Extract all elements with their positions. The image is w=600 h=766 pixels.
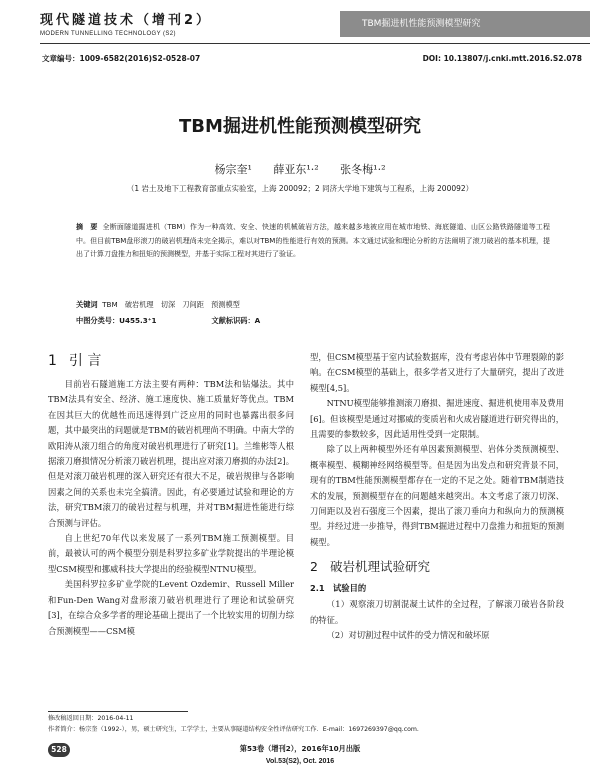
paper-title: TBM掘进机性能预测模型研究	[179, 116, 421, 137]
section-title: 破岩机理试验研究	[329, 559, 430, 575]
footnote-author-bio: 作者简介：杨宗奎（1992-），男，硕士研究生，工学学士，主要从事隧道结构安全性评估研究工作．E-mail：1697269397@qq.com.	[48, 726, 419, 733]
section-number: 2	[310, 559, 318, 575]
article-number: 文章编号：1009-6582(2016)S2-0528-07	[42, 54, 201, 63]
issue-info: 第53卷（增刊2），2016年10月出版	[239, 744, 361, 753]
section-heading-1	[48, 350, 294, 372]
author-list: 杨宗奎¹ 薛亚东¹·² 张冬梅¹·²	[214, 163, 386, 176]
clc-number: 中图分类号：U455.3⁺1	[76, 316, 157, 325]
keywords-label: 关键词	[76, 300, 98, 309]
keywords-text: TBM 破岩机理 切深 刀间距 预测模型	[102, 300, 240, 309]
journal-title: 现代隧道技术（增刊2）	[40, 13, 213, 28]
paragraph: 除了以上两种模型外还有单因素预测模型、岩体分类预测模型、概率模型、模糊神经网络模型等。但是因为出发点和研究背景不同，现有的TBM性能预测模型都存在一定的不足之处。随着TBM制造技术的发展，预测模型存在的问题越来越突出。本文考虑了滚刀切深、刀间距以及岩石强度三个因素，提出了滚刀垂向力和纵向力的预测模型。并经过进一步推导，得到TBM掘进过程中刀盘推力和扭矩的预测模型。	[310, 444, 564, 547]
section-heading-2	[310, 557, 564, 577]
journal-subtitle: MODERN TUNNELLING TECHNOLOGY (S2)	[40, 31, 176, 37]
running-title: TBM掘进机性能预测模型研究	[340, 11, 590, 37]
paragraph: （1）观察滚刀切割混凝土试件的全过程，了解滚刀破岩各阶段的特征。	[310, 599, 564, 625]
abstract-label: 摘 要	[76, 223, 98, 231]
footnote-rule	[48, 711, 188, 712]
affiliations: （1 岩土及地下工程教育部重点实验室，上海 200092；2 同济大学地下建筑与工程系，上海 200092）	[126, 184, 474, 193]
paragraph: 目前岩石隧道施工方法主要有两种：TBM法和钻爆法。其中TBM法具有安全、经济、施工速度快、施工质量好等优点。TBM在因其巨大的优越性而迅速得到广泛应用的同时也暴露出很多问题，其中最突出的问题就是TBM的破岩机理尚不明确。中南大学的欧阳涛从滚刀组合的角度对破岩机理进行了研究[1]。兰维彬等人根据滚刀磨损情况分析滚刀破岩机理，提出应对滚刀磨损的办法[2]。但是对滚刀破岩机理的深入研究还有很大不足，破岩规律与各影响因素之间的关系也未完全搞清。因此，有必要通过试验和理论的方法，研究TBM滚刀的破岩过程与机理，并对TBM掘进性能进行综合预测与评估。	[48, 379, 294, 528]
footnote-received: 修改稿返回日期：2016-04-11	[48, 715, 134, 722]
keywords	[76, 300, 550, 310]
subsection-heading: 2.1 试验目的	[310, 583, 367, 594]
paragraph: （2）对切割过程中试件的受力情况和破坏原	[326, 630, 490, 641]
right-column	[310, 350, 564, 644]
page-number-badge: 528	[48, 743, 70, 757]
abstract-text: 全断面隧道掘进机（TBM）作为一种高效、安全、快速的机械破岩方法，越来越多地被应用在城市地铁、海底隧道、山区公路铁路隧道等工程中。但目前TBM盘形滚刀的破岩机理尚未完全揭示，难以对TBM的性能进行有效的预测。本文通过试验和理论分析的方法阐明了滚刀破岩的基本机理，提出了计算刀盘推力和扭矩的预测模型，并基于实际工程对其进行了验证。	[76, 223, 551, 258]
header-rule	[40, 43, 590, 44]
journal-header	[40, 14, 255, 38]
issue-info-en: Vol.53(S2), Oct. 2016	[265, 758, 335, 765]
paragraph: 美国科罗拉多矿业学院的Levent Ozdemir、Russell Miller和Fun-Den Wang对盘形滚刀破岩机理进行了理论和试验研究[3]，在综合众多学者的理论基础上提出了一个比较实用的切削力综合预测模型——CSM模	[48, 579, 294, 636]
abstract	[76, 221, 550, 262]
document-code: 文献标识码：A	[211, 316, 261, 325]
classification-row	[76, 316, 550, 326]
section-number: 1	[48, 353, 57, 369]
paragraph: 型，但CSM模型基于室内试验数据库，没有考虑岩体中节理裂隙的影响。在CSM模型的基础上，很多学者又进行了大量研究，提出了改进模型[4,5]。	[310, 352, 564, 393]
doi: DOI: 10.13807/j.cnki.mtt.2016.S2.078	[422, 54, 582, 63]
paragraph: 自上世纪70年代以来发展了一系列TBM施工预测模型。目前，最被认可的两个模型分别是科罗拉多矿业学院提出的半理论模型CSM模型和挪威科技大学提出的经验模型NTNU模型。	[48, 533, 294, 574]
left-column	[48, 350, 294, 639]
section-title: 引 言	[68, 353, 102, 369]
paragraph: NTNU模型能够推测滚刀磨损、掘进速度、掘进机使用率及费用[6]。但该模型是通过对挪威的变质岩和火成岩隧道进行研究得出的，且需要的参数较多，因此适用性受到一定限制。	[310, 398, 564, 440]
